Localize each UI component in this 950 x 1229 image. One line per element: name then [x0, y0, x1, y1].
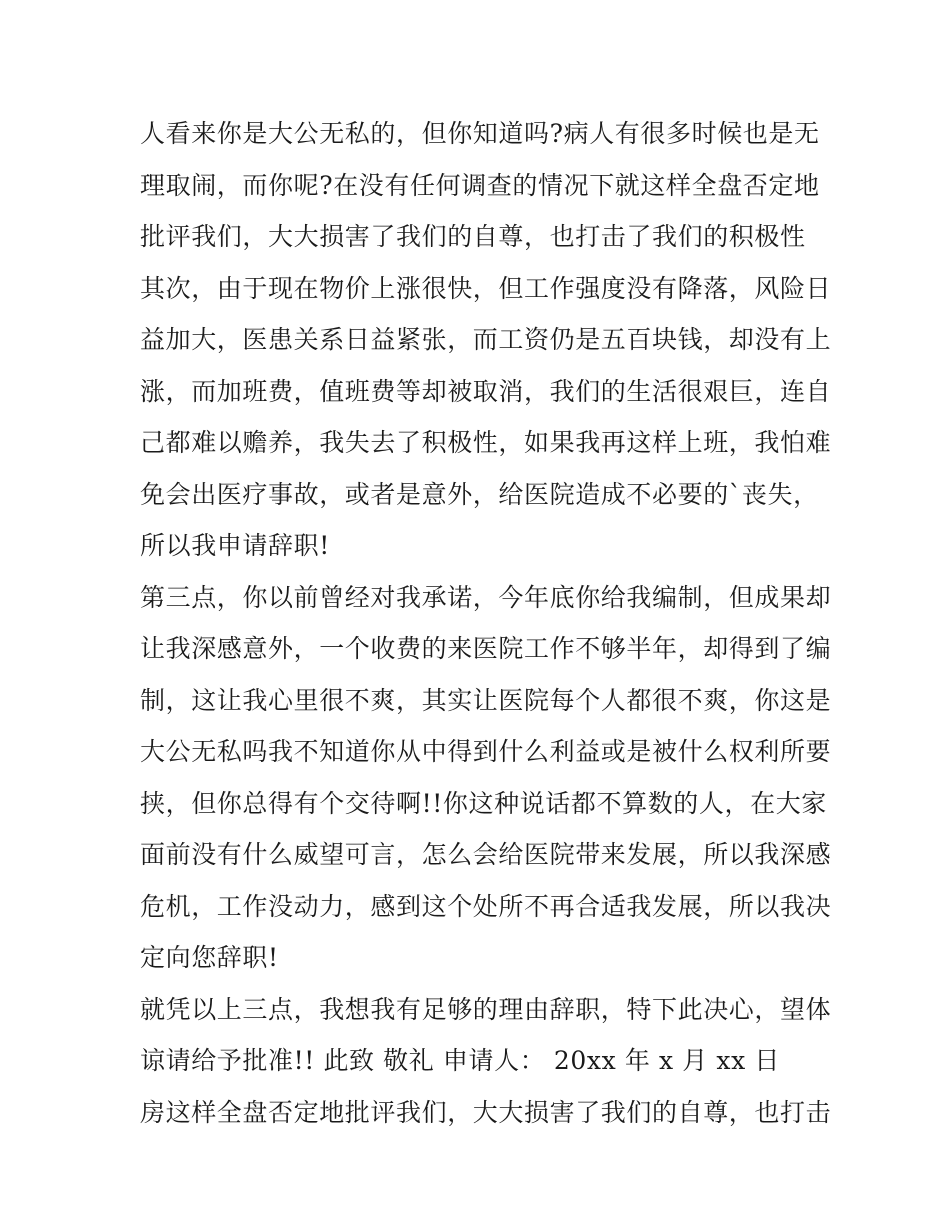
text-line: 定向您辞职! [140, 943, 279, 972]
text-line: 房这样全盘否定地批评我们，大大损害了我们的自尊，也打击 [140, 1097, 832, 1127]
text-line: 面前没有什么威望可言，怎么会给医院带来发展，所以我深感 [140, 840, 832, 869]
text-line: 批评我们，大大损害了我们的自尊，也打击了我们的积极性 [140, 222, 806, 251]
document-body [140, 108, 832, 1138]
text-line: 人看来你是大公无私的，但你知道吗?病人有很多时候也是无 [140, 119, 820, 148]
text-line: 其次，由于现在物价上涨很快，但工作强度没有降落，风险日 [140, 273, 832, 303]
text-line: 第三点，你以前曾经对我承诺，今年底你给我编制，但成果却 [140, 582, 832, 612]
text-line: 所以我申请辞职! [140, 531, 330, 560]
text-line: 己都难以赡养，我失去了积极性，如果我再这样上班，我怕难 [140, 428, 832, 457]
text-line: 理取闹，而你呢?在没有任何调查的情况下就这样全盘否定地 [140, 170, 820, 200]
text-line: 谅请给予批准!! 此致 敬礼 申请人： 20xx 年 x 月 xx 日 [140, 1046, 780, 1075]
text-line: 益加大，医患关系日益紧张，而工资仍是五百块钱，却没有上 [140, 325, 832, 354]
text-line: 让我深感意外，一个收费的来医院工作不够半年，却得到了编 [140, 634, 832, 663]
text-line: 危机，工作没动力，感到这个处所不再合适我发展，所以我决 [140, 891, 832, 921]
text-line: 就凭以上三点，我想我有足够的理由辞职，特下此决心，望体 [140, 994, 832, 1024]
text-line: 挟，但你总得有个交待啊!!你这种说话都不算数的人，在大家 [140, 788, 827, 818]
text-line: 免会出医疗事故，或者是意外，给医院造成不必要的`丧失， [140, 479, 819, 509]
text-line: 制，这让我心里很不爽，其实让医院每个人都很不爽，你这是 [140, 685, 832, 715]
text-line: 大公无私吗我不知道你从中得到什么利益或是被什么权利所要 [140, 737, 832, 766]
text-line: 涨，而加班费，值班费等却被取消，我们的生活很艰巨，连自 [140, 376, 832, 406]
